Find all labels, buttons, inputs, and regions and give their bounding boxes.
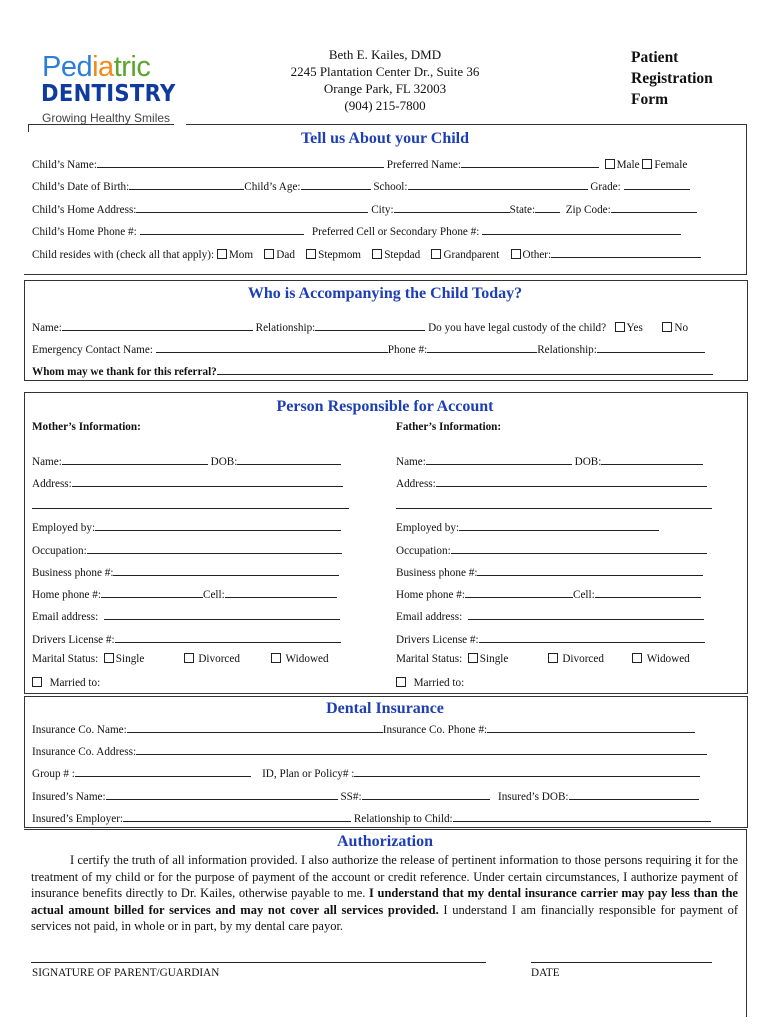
mother-occupation-label: Occupation: bbox=[32, 545, 87, 557]
preferred-name-field[interactable] bbox=[461, 156, 599, 168]
father-license-field[interactable] bbox=[479, 631, 705, 643]
mother-row-address bbox=[32, 475, 343, 491]
dad-label: Dad bbox=[276, 249, 295, 261]
mother-divorced-label: Divorced bbox=[198, 653, 240, 665]
child-row-resides bbox=[32, 246, 701, 262]
relationship-child-field[interactable] bbox=[453, 810, 711, 822]
father-marital-label: Marital Status: bbox=[396, 653, 463, 665]
mother-married-checkbox[interactable] bbox=[32, 677, 42, 687]
father-row-email bbox=[396, 608, 704, 624]
child-name-field[interactable] bbox=[97, 156, 384, 168]
father-cell-field[interactable] bbox=[595, 586, 701, 598]
accompany-relationship-field[interactable] bbox=[315, 319, 425, 331]
doctor-name: Beth E. Kailes, DMD bbox=[328, 47, 442, 62]
mother-marital-label: Marital Status: bbox=[32, 653, 99, 665]
zip-label: Zip Code: bbox=[565, 204, 611, 216]
father-email-field[interactable] bbox=[468, 608, 704, 620]
father-heading: Father’s Information: bbox=[396, 421, 502, 433]
father-home-field[interactable] bbox=[465, 586, 573, 598]
logo-dentistry: DENTISTRY bbox=[41, 81, 176, 107]
mother-license-field[interactable] bbox=[115, 631, 341, 643]
policy-label: ID, Plan or Policy# : bbox=[262, 768, 355, 780]
mother-email-field[interactable] bbox=[104, 608, 340, 620]
father-address-label: Address: bbox=[396, 478, 436, 490]
mother-row-license bbox=[32, 631, 341, 647]
practice-address bbox=[265, 46, 505, 114]
preferred-name-label: Preferred Name: bbox=[386, 159, 461, 171]
insurance-company-field[interactable] bbox=[127, 721, 383, 733]
insurance-row-group bbox=[32, 765, 700, 781]
mother-email-label: Email address: bbox=[32, 611, 99, 623]
mother-home-field[interactable] bbox=[101, 586, 203, 598]
other-label: Other: bbox=[522, 249, 552, 261]
insurance-row-company bbox=[32, 721, 695, 737]
section-title-responsible: Person Responsible for Account bbox=[276, 398, 494, 415]
mother-row-marital bbox=[32, 653, 329, 666]
father-address-line2[interactable] bbox=[396, 508, 712, 509]
female-label: Female bbox=[654, 159, 688, 171]
city-label: City: bbox=[371, 204, 394, 216]
section-title-authorization: Authorization bbox=[337, 833, 433, 850]
emergency-phone-label: Phone #: bbox=[387, 344, 428, 356]
emergency-relationship-label: Relationship: bbox=[537, 344, 597, 356]
father-widowed-label: Widowed bbox=[646, 653, 690, 665]
male-checkbox[interactable] bbox=[605, 159, 615, 169]
preferred-phone-field[interactable] bbox=[482, 223, 681, 235]
form-title-line1: Patient bbox=[631, 49, 679, 66]
logo-part-tric: tric bbox=[113, 51, 151, 83]
mother-row-home bbox=[32, 586, 337, 602]
mother-single-checkbox[interactable] bbox=[104, 653, 114, 663]
grandparent-label: Grandparent bbox=[443, 249, 500, 261]
insurance-row-employer bbox=[32, 810, 711, 826]
father-business-field[interactable] bbox=[477, 564, 703, 576]
insurance-phone-field[interactable] bbox=[487, 721, 695, 733]
father-married-checkbox[interactable] bbox=[396, 677, 406, 687]
insured-employer-label: Insured’s Employer: bbox=[32, 813, 124, 825]
mother-dob-label: DOB: bbox=[210, 456, 238, 468]
child-row-address bbox=[32, 201, 697, 217]
city-field[interactable] bbox=[394, 201, 510, 213]
authorization-text-2: I understand I am financially responsible for payment of services not paid, in whole or in part, by my dental care payor. bbox=[31, 902, 738, 934]
insurance-phone-label: Insurance Co. Phone #: bbox=[382, 724, 488, 736]
accompany-row-name bbox=[32, 319, 688, 335]
child-phone-label: Child’s Home Phone #: bbox=[32, 226, 137, 238]
street-address: 2245 Plantation Center Dr., Suite 36 bbox=[290, 64, 480, 79]
stepmom-checkbox[interactable] bbox=[306, 249, 316, 259]
insurance-address-field[interactable] bbox=[136, 743, 707, 755]
mother-row-married bbox=[32, 677, 100, 690]
father-name-field[interactable] bbox=[426, 453, 572, 465]
logo-wordmark bbox=[42, 51, 150, 84]
mother-home-label: Home phone #: bbox=[32, 589, 101, 601]
father-employed-field[interactable] bbox=[459, 519, 659, 531]
father-business-label: Business phone #: bbox=[396, 567, 478, 579]
mother-row-name bbox=[32, 453, 341, 469]
father-name-label: Name: bbox=[396, 456, 426, 468]
mother-employed-label: Employed by: bbox=[32, 522, 96, 534]
logo-tagline: Growing Healthy Smiles bbox=[42, 111, 171, 125]
mother-business-field[interactable] bbox=[113, 564, 339, 576]
signature-line[interactable] bbox=[31, 962, 486, 963]
other-field[interactable] bbox=[551, 246, 701, 258]
father-row-name bbox=[396, 453, 703, 469]
dad-checkbox[interactable] bbox=[264, 249, 274, 259]
date-label: DATE bbox=[531, 967, 560, 979]
section-title-child: Tell us About your Child bbox=[300, 130, 470, 147]
father-single-label: Single bbox=[479, 653, 509, 665]
father-row-employed bbox=[396, 519, 659, 535]
father-single-checkbox[interactable] bbox=[468, 653, 478, 663]
father-row-married bbox=[396, 677, 464, 690]
child-phone-field[interactable] bbox=[140, 223, 304, 235]
mother-single-label: Single bbox=[115, 653, 145, 665]
insurance-row-address bbox=[32, 743, 707, 759]
insured-dob-label: Insured’s DOB: bbox=[497, 791, 569, 803]
insurance-address-label: Insurance Co. Address: bbox=[32, 746, 137, 758]
father-occupation-field[interactable] bbox=[451, 542, 707, 554]
policy-field[interactable] bbox=[354, 765, 700, 777]
form-title bbox=[631, 47, 713, 110]
accompany-row-emergency bbox=[32, 341, 705, 357]
section-title-accompany: Who is Accompanying the Child Today? bbox=[247, 285, 523, 302]
father-occupation-label: Occupation: bbox=[396, 545, 451, 557]
child-box-top bbox=[186, 124, 746, 125]
state-label: State: bbox=[509, 204, 536, 216]
child-address-label: Child’s Home Address: bbox=[32, 204, 137, 216]
logo-part-ia: ia bbox=[92, 51, 114, 83]
father-divorced-checkbox[interactable] bbox=[548, 653, 558, 663]
custody-question: Do you have legal custody of the child? bbox=[428, 322, 607, 334]
mother-address-label: Address: bbox=[32, 478, 72, 490]
father-dob-label: DOB: bbox=[574, 456, 602, 468]
insured-employer-field[interactable] bbox=[123, 810, 351, 822]
father-row-license bbox=[396, 631, 705, 647]
emergency-label: Emergency Contact Name: bbox=[32, 344, 153, 356]
emergency-field[interactable] bbox=[156, 341, 388, 353]
stepdad-checkbox[interactable] bbox=[372, 249, 382, 259]
authorization-text-1: I certify the truth of all information provided. I also authorize the release of pertinent information to those persons requiring it for the treatment of my child or for the purpose of payment of the account or credit reference. Under certain circumstances, I authorize payment of insurance benefits directly to Dr. Kailes, otherwise payable to me. bbox=[31, 853, 739, 901]
male-label: Male bbox=[616, 159, 640, 171]
mother-row-occupation bbox=[32, 542, 342, 558]
other-checkbox[interactable] bbox=[511, 249, 521, 259]
father-divorced-label: Divorced bbox=[562, 653, 604, 665]
father-married-label: Married to: bbox=[413, 677, 465, 689]
preferred-phone-label: Preferred Cell or Secondary Phone #: bbox=[311, 226, 480, 238]
father-dob-field[interactable] bbox=[601, 453, 703, 465]
father-license-label: Drivers License #: bbox=[396, 634, 479, 646]
child-address-field[interactable] bbox=[136, 201, 368, 213]
relationship-child-label: Relationship to Child: bbox=[353, 813, 453, 825]
mother-occupation-field[interactable] bbox=[87, 542, 342, 554]
resides-label: Child resides with (check all that apply): bbox=[32, 249, 215, 261]
stepdad-label: Stepdad bbox=[384, 249, 421, 261]
authorization-text bbox=[31, 852, 738, 935]
mom-label: Mom bbox=[228, 249, 254, 261]
mother-row-business bbox=[32, 564, 339, 580]
father-row-occupation bbox=[396, 542, 707, 558]
father-cell-label: Cell: bbox=[572, 589, 595, 601]
emergency-relationship-field[interactable] bbox=[597, 341, 705, 353]
insurance-company-label: Insurance Co. Name: bbox=[32, 724, 127, 736]
authorization-text-bold: I understand that my dental insurance carrier may pay less than the actual amount billed for services and may not cover all services provided. bbox=[31, 886, 738, 917]
school-field[interactable] bbox=[408, 178, 588, 190]
child-row-name bbox=[32, 156, 687, 172]
mother-row-employed bbox=[32, 519, 341, 535]
group-field[interactable] bbox=[75, 765, 251, 777]
mother-name-field[interactable] bbox=[62, 453, 208, 465]
mother-cell-field[interactable] bbox=[225, 586, 337, 598]
mother-name-label: Name: bbox=[32, 456, 62, 468]
accompany-name-label: Name: bbox=[32, 322, 62, 334]
mother-heading: Mother’s Information: bbox=[32, 421, 141, 433]
section-title-insurance: Dental Insurance bbox=[326, 700, 444, 717]
mother-address-line2[interactable] bbox=[32, 508, 349, 509]
grade-field[interactable] bbox=[624, 178, 690, 190]
mother-address-field[interactable] bbox=[72, 475, 343, 487]
city-state-zip: Orange Park, FL 32003 bbox=[323, 81, 447, 96]
practice-phone: (904) 215-7800 bbox=[344, 98, 426, 113]
father-email-label: Email address: bbox=[396, 611, 463, 623]
stepmom-label: Stepmom bbox=[318, 249, 362, 261]
mother-divorced-checkbox[interactable] bbox=[184, 653, 194, 663]
custody-yes-checkbox[interactable] bbox=[615, 322, 625, 332]
group-label: Group # : bbox=[32, 768, 75, 780]
accompany-row-referral bbox=[32, 363, 713, 379]
form-title-line2: Registration bbox=[631, 70, 713, 87]
father-row-address bbox=[396, 475, 707, 491]
ss-field[interactable] bbox=[362, 788, 490, 800]
mother-widowed-checkbox[interactable] bbox=[271, 653, 281, 663]
mother-employed-field[interactable] bbox=[95, 519, 341, 531]
mother-dob-field[interactable] bbox=[237, 453, 341, 465]
father-row-home bbox=[396, 586, 701, 602]
child-age-field[interactable] bbox=[301, 178, 371, 190]
grade-label: Grade: bbox=[590, 181, 621, 193]
custody-yes-label: Yes bbox=[626, 322, 643, 334]
father-address-field[interactable] bbox=[436, 475, 707, 487]
referral-field[interactable] bbox=[217, 363, 713, 375]
zip-field[interactable] bbox=[611, 201, 697, 213]
mom-checkbox[interactable] bbox=[217, 249, 227, 259]
father-row-marital bbox=[396, 653, 690, 666]
father-widowed-checkbox[interactable] bbox=[632, 653, 642, 663]
date-line[interactable] bbox=[531, 962, 712, 963]
school-label: School: bbox=[373, 181, 408, 193]
custody-no-label: No bbox=[674, 322, 689, 334]
female-checkbox[interactable] bbox=[642, 159, 652, 169]
child-name-label: Child’s Name: bbox=[32, 159, 97, 171]
mother-business-label: Business phone #: bbox=[32, 567, 114, 579]
signature-label: SIGNATURE OF PARENT/GUARDIAN bbox=[32, 967, 220, 979]
custody-no-checkbox[interactable] bbox=[662, 322, 672, 332]
ss-label: SS#: bbox=[340, 791, 362, 803]
mother-cell-label: Cell: bbox=[202, 589, 225, 601]
father-row-business bbox=[396, 564, 703, 580]
grandparent-checkbox[interactable] bbox=[431, 249, 441, 259]
accompany-relationship-label: Relationship: bbox=[255, 322, 316, 334]
insurance-row-insured bbox=[32, 788, 699, 804]
child-dob-label: Child’s Date of Birth: bbox=[32, 181, 130, 193]
mother-row-email bbox=[32, 608, 340, 624]
insured-name-label: Insured’s Name: bbox=[32, 791, 106, 803]
insured-name-field[interactable] bbox=[106, 788, 338, 800]
state-field[interactable] bbox=[535, 201, 560, 213]
child-row-phone bbox=[32, 223, 681, 239]
accompany-name-field[interactable] bbox=[62, 319, 253, 331]
insured-dob-field[interactable] bbox=[569, 788, 699, 800]
child-dob-field[interactable] bbox=[129, 178, 244, 190]
father-home-label: Home phone #: bbox=[396, 589, 465, 601]
emergency-phone-field[interactable] bbox=[427, 341, 537, 353]
referral-label: Whom may we thank for this referral? bbox=[32, 366, 217, 378]
mother-license-label: Drivers License #: bbox=[32, 634, 115, 646]
logo-part-ped: Ped bbox=[42, 51, 93, 83]
child-row-dob bbox=[32, 178, 690, 194]
mother-widowed-label: Widowed bbox=[285, 653, 329, 665]
form-title-line3: Form bbox=[631, 91, 669, 108]
child-age-label: Child’s Age: bbox=[244, 181, 301, 193]
father-employed-label: Employed by: bbox=[396, 522, 460, 534]
mother-married-label: Married to: bbox=[49, 677, 101, 689]
